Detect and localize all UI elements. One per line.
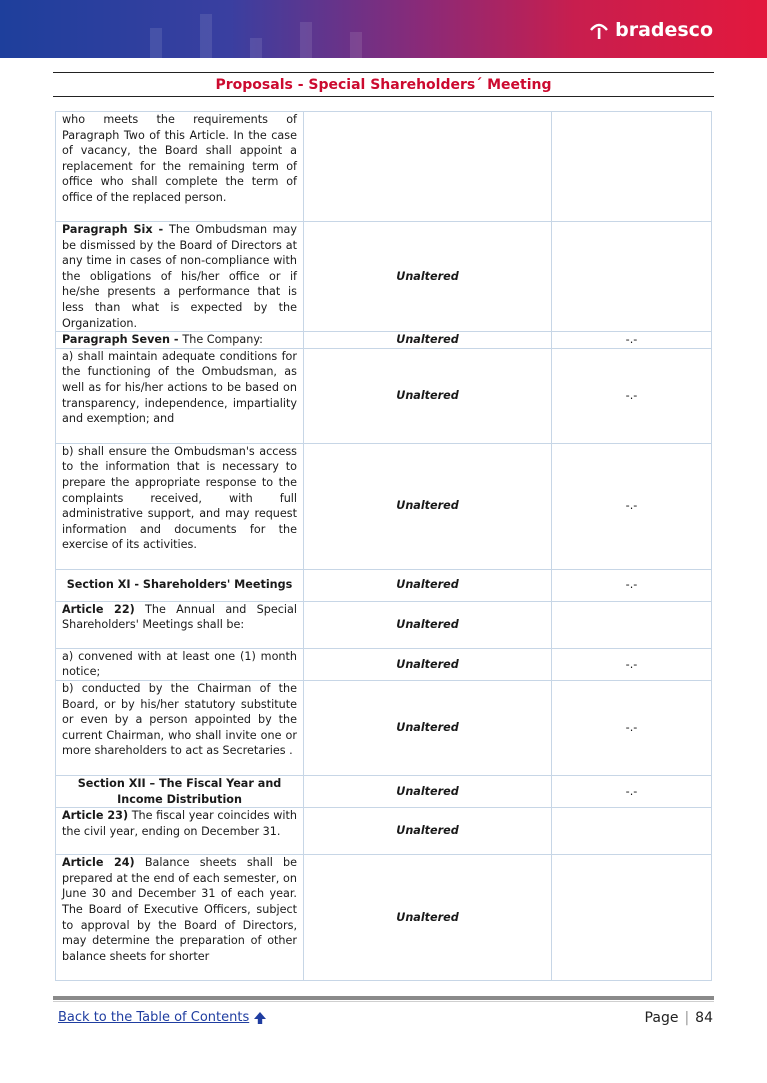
current-text-cell <box>56 648 304 680</box>
cell-text: The Company: <box>182 333 263 347</box>
proposal-cell: Unaltered <box>304 348 552 443</box>
section-heading-cell: Section XI - Shareholders' Meetings <box>56 569 304 601</box>
table-row <box>56 112 712 222</box>
current-text-cell <box>56 443 304 569</box>
justification-cell: -.- <box>552 775 712 807</box>
proposals-table <box>55 111 712 981</box>
table-row <box>56 222 712 332</box>
proposal-cell: Unaltered <box>304 808 552 855</box>
proposal-cell: Unaltered <box>304 648 552 680</box>
current-text-cell <box>56 855 304 981</box>
cell-text: The fiscal year coincides with the civil year, ending on December 31. <box>62 809 298 838</box>
cell-text: Balance sheets shall be prepared at the end of each semester, on June 30 and December 31 of each year. The Board of Executive Officers, subject to approval by the Board of Directors, may determine the preparation of other balance sheets for shorter <box>62 856 297 963</box>
table-row <box>56 680 712 775</box>
title-rule-bottom <box>53 96 714 97</box>
cell-text: The Annual and Special Shareholders' Meetings shall be: <box>62 602 297 632</box>
current-text-cell <box>56 348 304 443</box>
proposal-cell: Unaltered <box>304 443 552 569</box>
current-text-cell <box>56 808 304 855</box>
justification-cell <box>552 855 712 981</box>
proposal-cell: Unaltered <box>304 680 552 775</box>
table-row <box>56 601 712 648</box>
page-separator: | <box>684 1010 690 1026</box>
clause-label: Article 22) <box>62 602 135 616</box>
title-rule-top <box>53 72 714 73</box>
justification-cell: -.- <box>552 648 712 680</box>
table-row <box>56 855 712 981</box>
cell-text: who meets the requirements of Paragraph Two of this Article. In the case of vacancy, the Board shall appoint a replacement for the remaining term of office who shall complete the term of office of the replaced person. <box>62 113 297 204</box>
clause-label: Paragraph Six - <box>62 223 170 236</box>
page-number <box>645 1010 713 1026</box>
section-heading-cell: Section XII – The Fiscal Year and Income Distribution <box>56 775 304 807</box>
header-banner <box>0 0 767 58</box>
justification-cell: -.- <box>552 348 712 443</box>
proposal-cell: Unaltered <box>304 332 552 349</box>
justification-cell: -.- <box>552 680 712 775</box>
back-to-toc-link[interactable] <box>58 1010 267 1025</box>
page-label: Page <box>644 1010 679 1026</box>
table-row <box>56 775 712 807</box>
table-row <box>56 443 712 569</box>
proposal-cell: Unaltered <box>304 222 552 332</box>
footer-rule <box>53 996 714 1000</box>
bradesco-tree-icon <box>587 18 611 42</box>
clause-label: Article 23) <box>62 809 129 823</box>
table-row <box>56 808 712 855</box>
brand-name: bradesco <box>615 19 713 41</box>
cell-text: b) conducted by the Chairman of the Board, or by his/her statutory substitute or even by a person appointed by the current Chairman, who shall invite one or more shareholders to act as Secretaries . <box>62 681 297 758</box>
current-text-cell <box>56 680 304 775</box>
justification-cell <box>552 112 712 222</box>
justification-cell <box>552 808 712 855</box>
proposal-cell: Unaltered <box>304 855 552 981</box>
current-text-cell <box>56 112 304 222</box>
arrow-up-icon[interactable] <box>253 1011 267 1025</box>
justification-cell: -.- <box>552 569 712 601</box>
cell-text: b) shall ensure the Ombudsman's access to the information that is necessary to prepare the appropriate response to the complaints received, with full administrative support, and may request information and documents for the exercise of its activities. <box>62 444 297 552</box>
page-title: Proposals - Special Shareholders´ Meeting <box>215 77 552 93</box>
clause-label: Paragraph Seven - <box>62 333 183 347</box>
justification-cell <box>552 601 712 648</box>
bradesco-logo <box>587 18 713 42</box>
proposal-cell: Unaltered <box>304 569 552 601</box>
proposal-cell: Unaltered <box>304 601 552 648</box>
cell-text: The Ombudsman may be dismissed by the Board of Directors at any time in cases of non-compliance with the obligations of his/her office or if he/she presents a performance that is less than what is expected by the Organization. <box>62 223 298 330</box>
table-row <box>56 648 712 680</box>
proposal-cell: Unaltered <box>304 775 552 807</box>
table-row <box>56 332 712 349</box>
clause-label: Article 24) <box>62 856 135 870</box>
cell-text: a) convened with at least one (1) month notice; <box>62 649 297 679</box>
footer-rule-thin <box>53 1001 714 1002</box>
current-text-cell <box>56 601 304 648</box>
cell-text: a) shall maintain adequate conditions for the functioning of the Ombudsman, as well as for his/her actions to be based on transparency, independence, impartiality and exemption; and <box>62 349 297 426</box>
proposal-cell <box>304 112 552 222</box>
current-text-cell <box>56 222 304 332</box>
page-number-value: 84 <box>695 1010 713 1026</box>
justification-cell <box>552 222 712 332</box>
back-link-label[interactable]: Back to the Table of Contents <box>58 1010 250 1025</box>
justification-cell: -.- <box>552 332 712 349</box>
justification-cell: -.- <box>552 443 712 569</box>
table-row <box>56 569 712 601</box>
table-row <box>56 348 712 443</box>
current-text-cell <box>56 332 304 349</box>
